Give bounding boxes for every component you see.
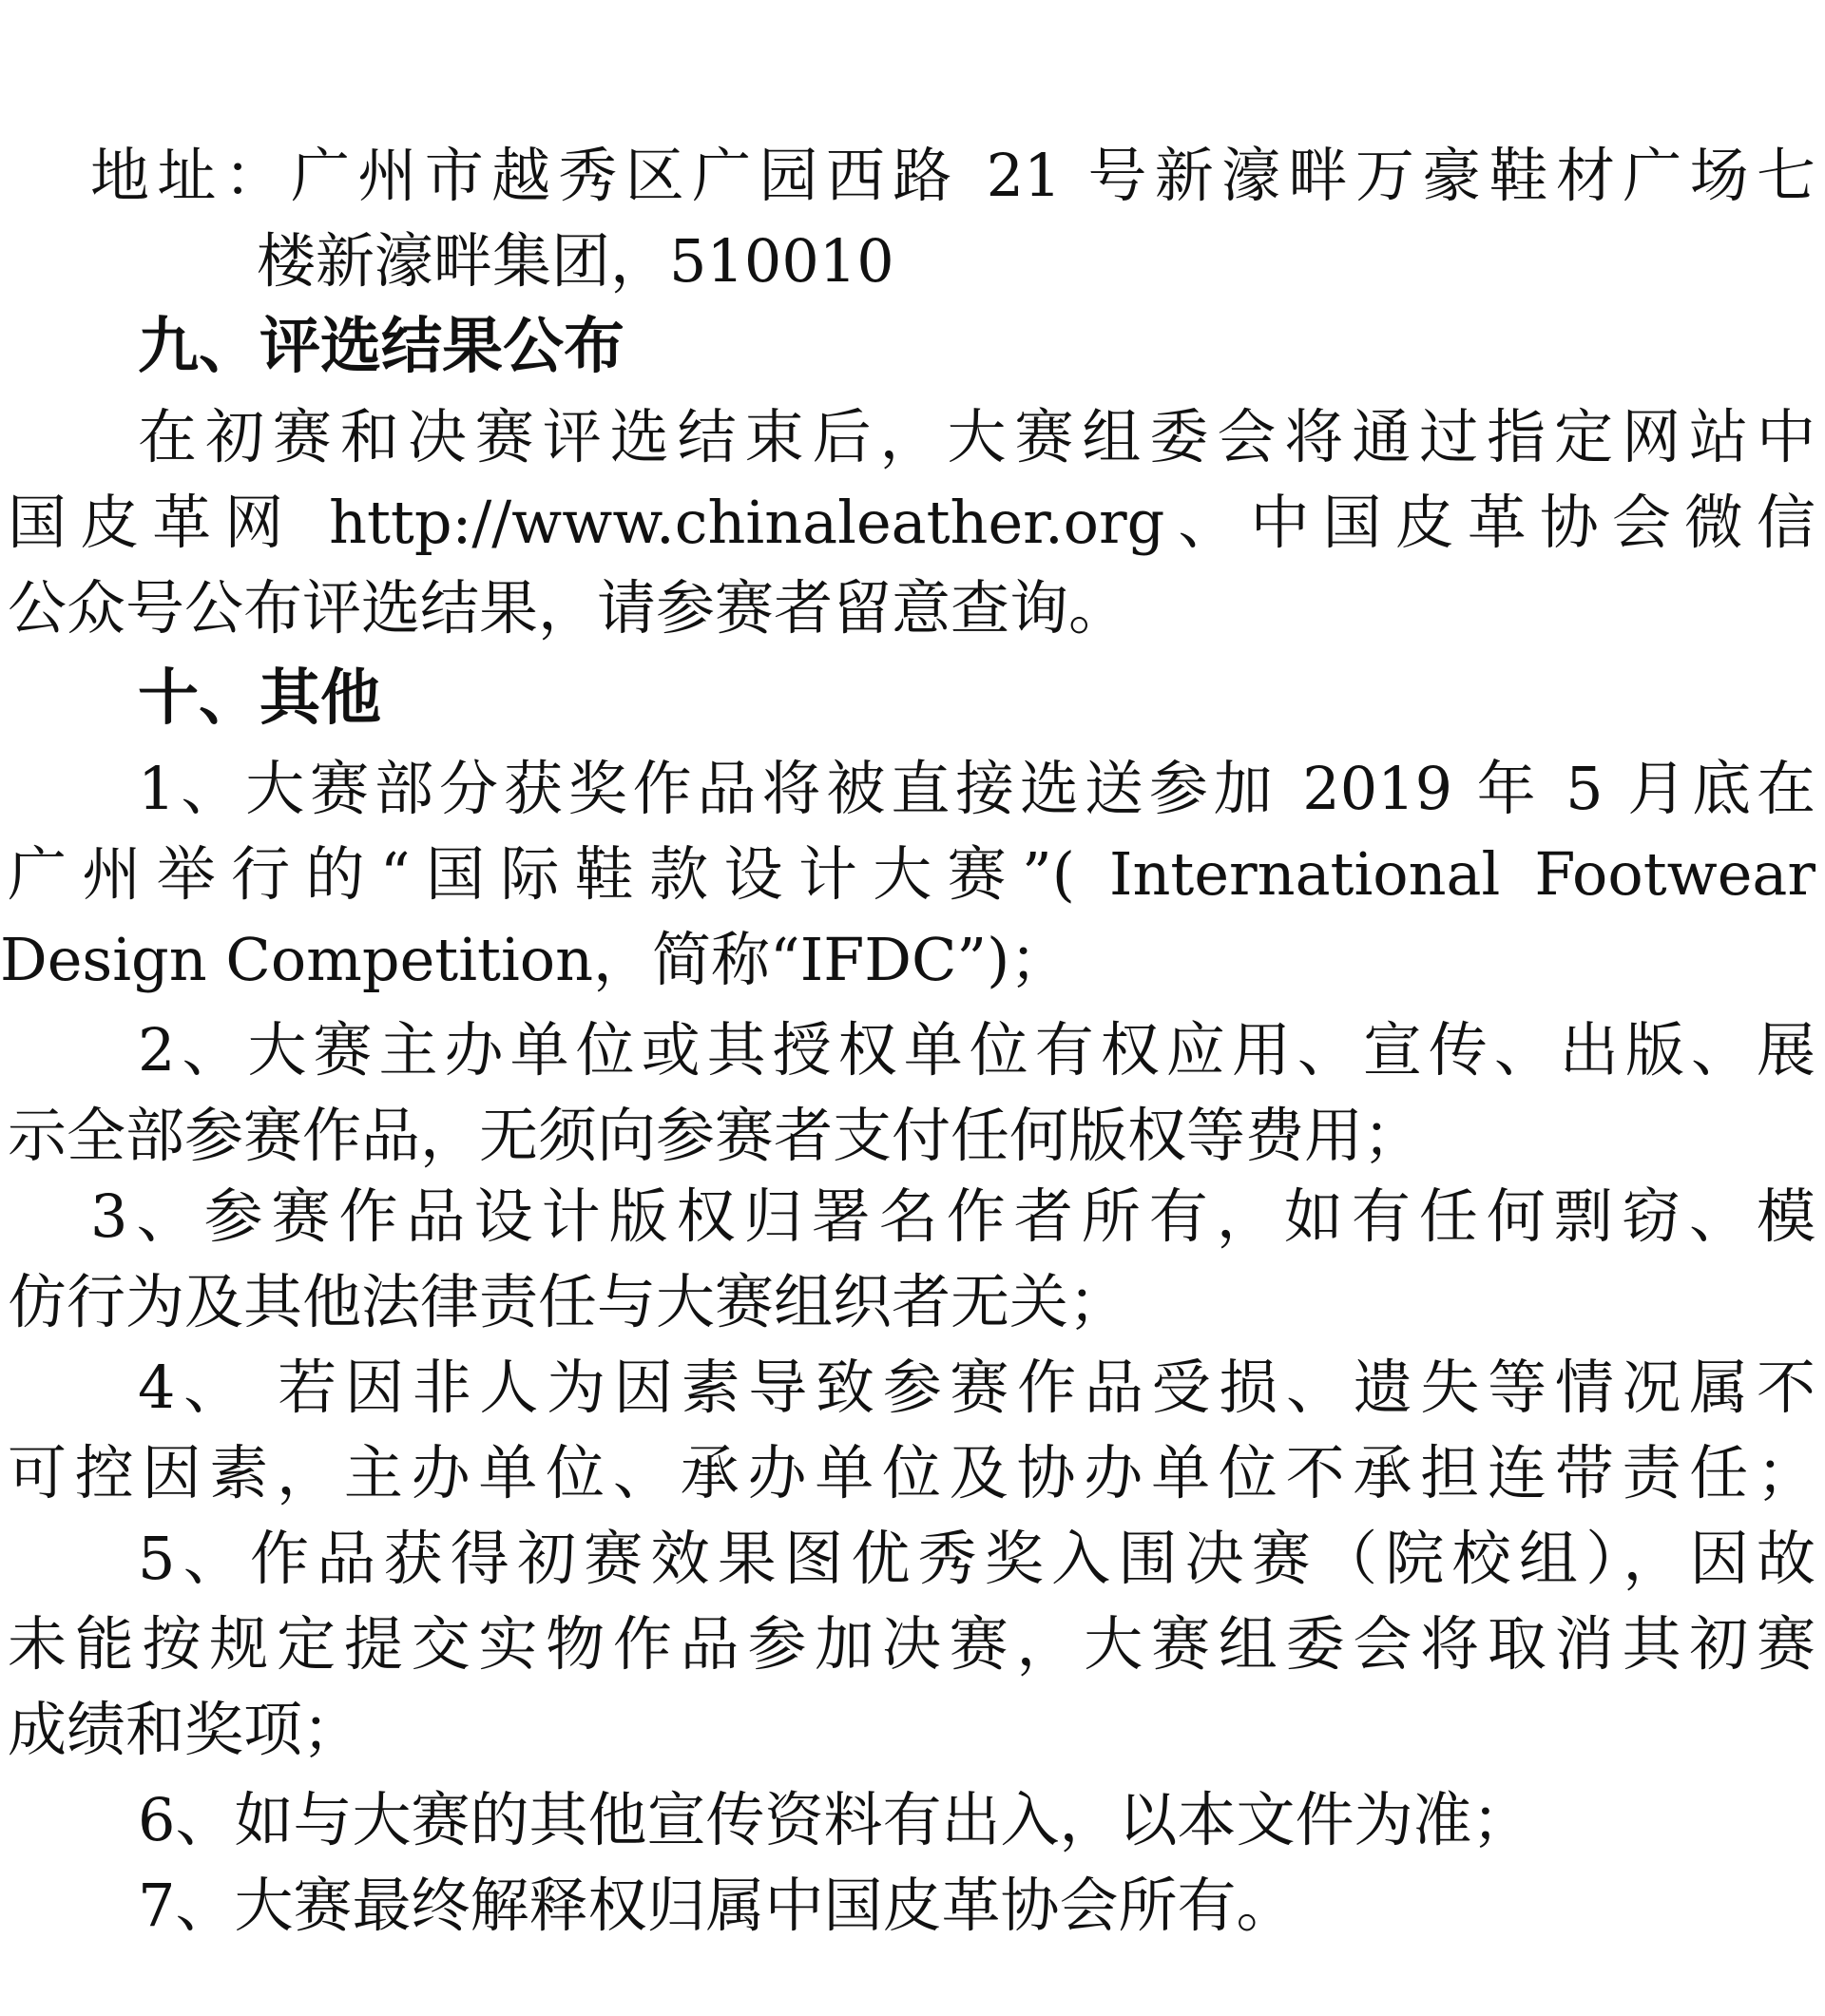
address-line-1: 地址：广州市越秀区广园西路 21 号新濠畔万豪鞋材广场七 [90,141,1815,210]
section-9-line-2: 国皮革网 http://www.chinaleather.org、中国皮革协会微信 [8,488,1815,557]
item-2-line-2: 示全部参赛作品，无须向参赛者支付任何版权等费用； [8,1101,1423,1170]
item-6-line-1: 6、如与大赛的其他宣传资料有出入，以本文件为准； [138,1785,1531,1854]
section-9-line-1: 在初赛和决赛评选结束后，大赛组委会将通过指定网站中 [138,402,1815,471]
item-1-line-3: Design Competition，简称“IFDC”)； [0,925,1069,994]
section-9-heading: 九、评选结果公布 [138,312,624,382]
item-7-line-1: 7、大赛最终解释权归属中国皮革协会所有。 [138,1871,1296,1940]
item-1-line-2: 广州举行的“国际鞋款设计大赛”( International Footwear [8,839,1815,909]
item-4-line-1: 4、 若因非人为因素导致参赛作品受损、遗失等情况属不 [138,1353,1815,1422]
item-5-line-1: 5、作品获得初赛效果图优秀奖入围决赛（院校组），因故 [138,1524,1815,1593]
item-2-line-1: 2、大赛主办单位或其授权单位有权应用、宣传、出版、展 [138,1015,1815,1085]
address-line-2: 楼新濠畔集团，510010 [257,226,894,296]
section-10-heading: 十、其他 [138,663,381,734]
section-9-line-3: 公众号公布评选结果，请参赛者留意查询。 [8,573,1128,643]
item-5-line-2: 未能按规定提交实物作品参加决赛，大赛组委会将取消其初赛 [8,1609,1815,1679]
item-1-line-1: 1、大赛部分获奖作品将被直接选送参加 2019 年 5 月底在 [138,754,1815,823]
item-5-line-3: 成绩和奖项； [8,1695,362,1764]
item-3-line-1: 3、参赛作品设计版权归署名作者所有，如有任何剽窃、模 [90,1181,1815,1251]
item-3-line-2: 仿行为及其他法律责任与大赛组织者无关； [8,1267,1128,1336]
item-4-line-2: 可控因素，主办单位、承办单位及协办单位不承担连带责任； [8,1438,1815,1507]
